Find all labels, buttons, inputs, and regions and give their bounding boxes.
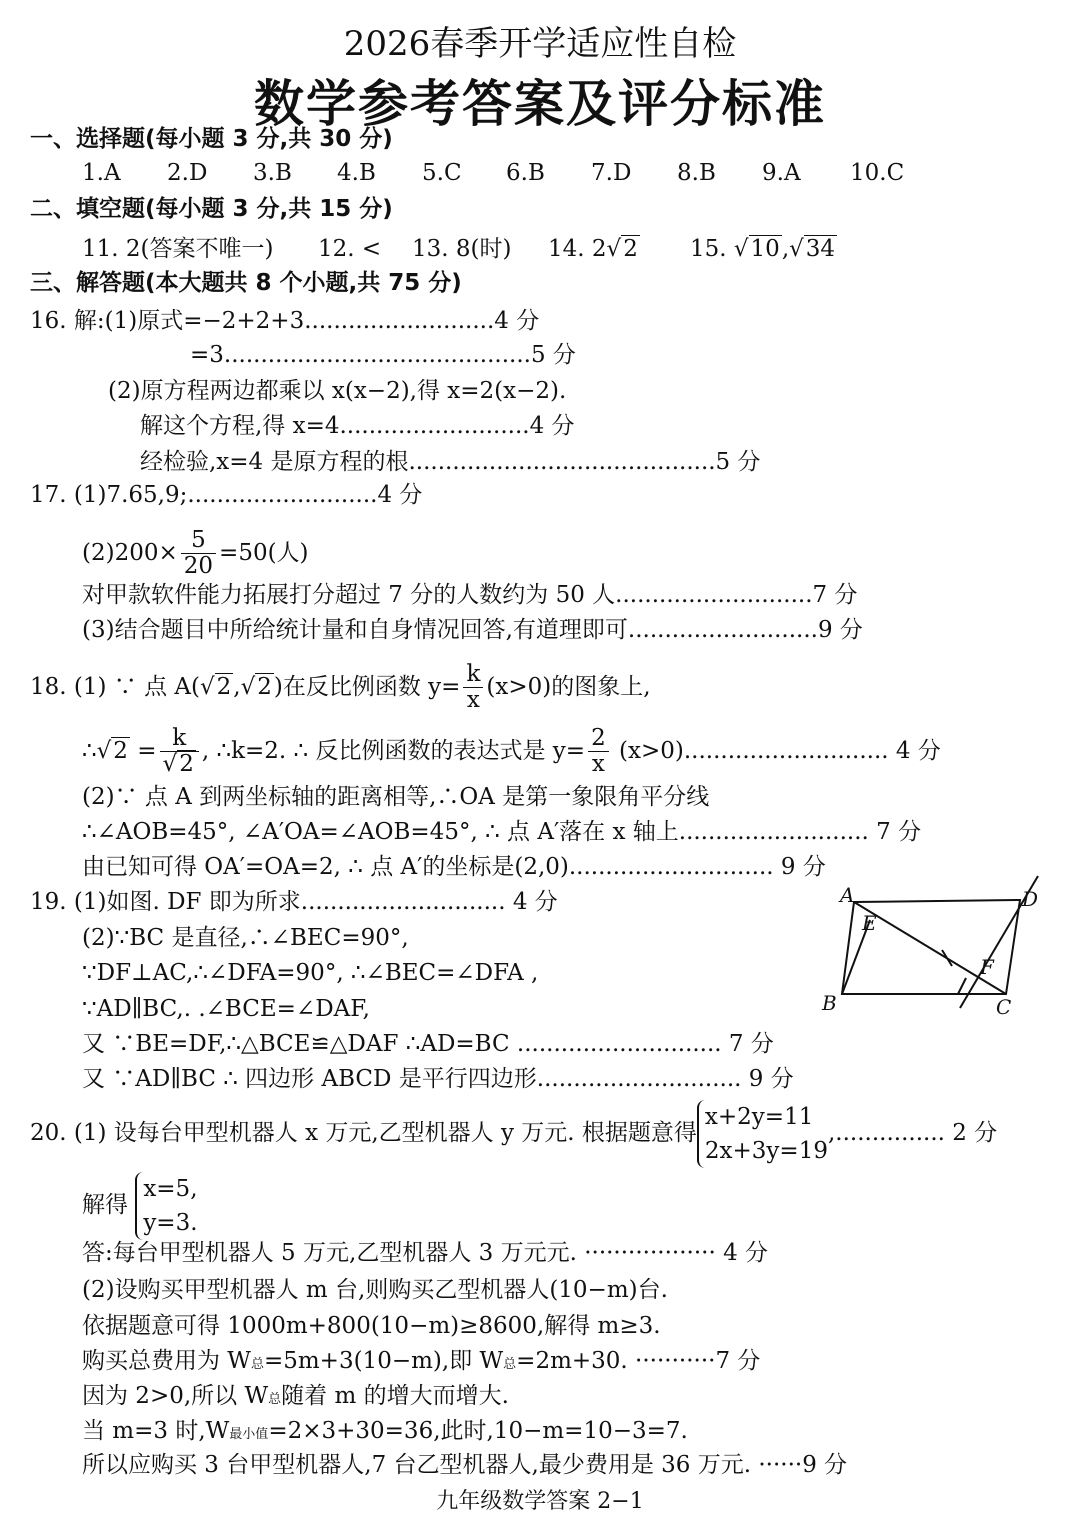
arc-mark-1 — [942, 950, 952, 966]
label-f: F — [980, 955, 994, 979]
q19-line4: ∵AD∥BC,. .∠BCE=∠DAF, — [82, 996, 370, 1022]
choice-answer: 2.D — [167, 160, 208, 186]
fill-q13: 13. 8(时) — [412, 236, 512, 262]
choice-answer: 10.C — [850, 160, 905, 186]
q20-line9: 所以应购买 3 台甲型机器人,7 台乙型机器人,最少费用是 36 万元. ······9 分 — [82, 1452, 848, 1478]
page-subtitle: 数学参考答案及评分标准 — [254, 75, 826, 133]
q19-line2: (2)∵BC 是直径,∴∠BEC=90°, — [82, 925, 409, 951]
q16-line3: (2)原方程两边都乘以 x(x−2),得 x=2(x−2). — [108, 378, 567, 404]
label-c: C — [996, 995, 1012, 1019]
choice-answer: 4.B — [337, 160, 376, 186]
choice-answer: 7.D — [591, 160, 632, 186]
choice-answer: 3.B — [253, 160, 292, 186]
q18-line2: ∴√2 = $\frac{k}{√2}$ , ∴k=2. ∴ 反比例函数的表达式是 y= $\frac{2}{x}$ (x>0)............................ 4 分 — [82, 725, 941, 778]
choice-answer: 1.A — [82, 160, 121, 186]
q16-line1: 16. 解:(1)原式=−2+2+3..........................4 分 — [30, 308, 540, 334]
diagonal-ac — [854, 902, 1006, 994]
q16-line5: 经检验,x=4 是原方程的根..........................................5 分 — [140, 449, 761, 475]
q19-line5: 又 ∵BE=DF,∴△BCE≌△DAF ∴AD=BC ............................ 7 分 — [82, 1031, 774, 1057]
q20-line5: 依据题意可得 1000m+800(10−m)≥8600,解得 m≥3. — [82, 1313, 661, 1339]
label-a: A — [840, 883, 855, 907]
q19-line1: 19. (1)如图. DF 即为所求............................ 4 分 — [30, 889, 558, 915]
section-2-heading: 二、填空题(每小题 3 分,共 15 分) — [30, 196, 393, 222]
label-d: D — [1022, 887, 1039, 911]
section-1-heading: 一、选择题(每小题 3 分,共 30 分) — [30, 126, 393, 152]
label-b: B — [822, 991, 837, 1015]
fill-q11: 11. 2(答案不唯一) — [82, 236, 274, 262]
choice-answer: 9.A — [762, 160, 801, 186]
q17-line2: (2)200× $\frac{5}{20}$ =50(人) — [82, 527, 309, 580]
q18-line4: ∴∠AOB=45°, ∠A′OA=∠AOB=45°, ∴ 点 A′落在 x 轴上.......................... 7 分 — [82, 819, 922, 845]
q20-line1: 20. (1) 设每台甲型机器人 x 万元,乙型机器人 y 万元. 根据题意得 x+2y=11 2x+3y=19 ,............... 2 分 — [30, 1100, 997, 1168]
q17-line4: (3)结合题目中所给统计量和自身情况回答,有道理即可..........................9 分 — [82, 617, 863, 643]
arc-mark-2 — [958, 978, 966, 994]
fill-q15: 15. √10,√34 — [690, 236, 836, 262]
parallelogram-figure — [810, 870, 1050, 1020]
page-footer: 九年级数学答案 2−1 — [436, 1489, 644, 1514]
q17-line1: 17. (1)7.65,9;..........................4 分 — [30, 482, 423, 508]
q19-line3: ∵DF⊥AC,∴∠DFA=90°, ∴∠BEC=∠DFA , — [82, 960, 539, 986]
q16-line2: =3..........................................5 分 — [190, 342, 576, 368]
q20-line3: 答:每台甲型机器人 5 万元,乙型机器人 3 万元元. ·················· 4 分 — [82, 1240, 769, 1266]
label-e: E — [862, 911, 877, 935]
q20-solution: 解得 x=5, y=3. — [82, 1172, 198, 1240]
section-3-heading: 三、解答题(本大题共 8 个小题,共 75 分) — [30, 270, 462, 296]
q18-line5: 由已知可得 OA′=OA=2, ∴ 点 A′的坐标是(2,0)............................ 9 分 — [82, 854, 826, 880]
choice-answer: 5.C — [422, 160, 462, 186]
q18-line3: (2)∵ 点 A 到两坐标轴的距离相等,∴OA 是第一象限角平分线 — [82, 784, 710, 810]
q20-line7: 因为 2>0,所以 W总随着 m 的增大而增大. — [82, 1383, 509, 1409]
page-title: 2026春季开学适应性自检 — [343, 24, 737, 64]
q18-line1: 18. (1) ∵ 点 A(√2,√2)在反比例函数 y= $\frac{k}{x}$ (x>0)的图象上, — [30, 661, 651, 714]
q17-line3: 对甲款软件能力拓展打分超过 7 分的人数约为 50 人...........................7 分 — [82, 582, 858, 608]
q20-line6: 购买总费用为 W总=5m+3(10−m),即 W总=2m+30. ···········7 分 — [82, 1348, 761, 1374]
q20-line4: (2)设购买甲型机器人 m 台,则购买乙型机器人(10−m)台. — [82, 1277, 668, 1303]
choice-answer: 8.B — [677, 160, 716, 186]
q16-line4: 解这个方程,得 x=4..........................4 分 — [140, 413, 575, 439]
q20-line8: 当 m=3 时,W最小值=2×3+30=36,此时,10−m=10−3=7. — [82, 1418, 688, 1444]
fill-q12: 12. < — [318, 236, 382, 262]
fill-q14: 14. 2√2 — [548, 236, 638, 262]
q19-line6: 又 ∵AD∥BC ∴ 四边形 ABCD 是平行四边形............................ 9 分 — [82, 1066, 794, 1092]
choice-answer: 6.B — [506, 160, 545, 186]
